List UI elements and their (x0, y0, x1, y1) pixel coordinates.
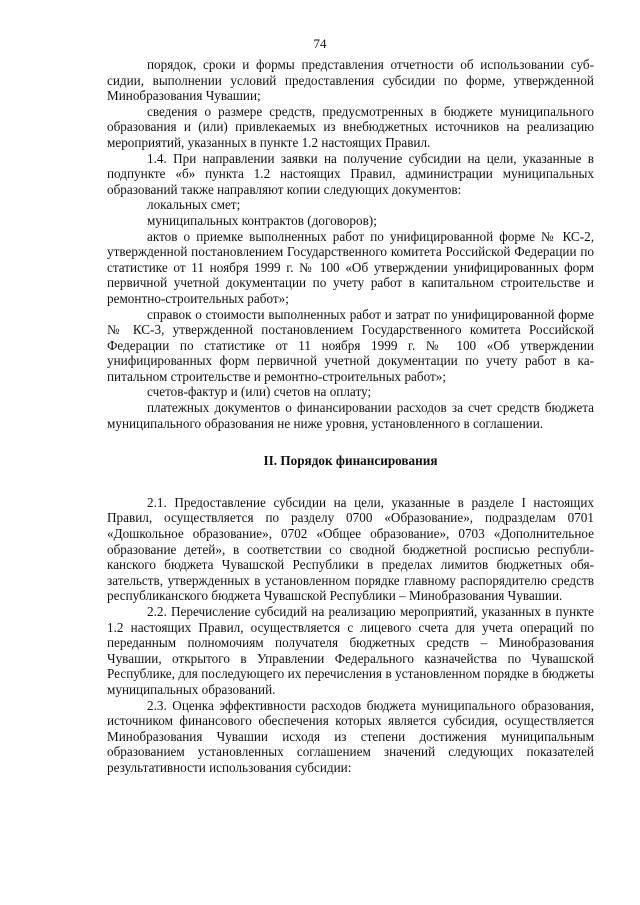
paragraph-ks2-acts: актов о приемке выполненных работ по унифицированной форме № КС-2, утвержденной постановлением Государственного комитета Российской Федерации по статистике от 11 ноября 1999 г. № 100 «Об утверждении унифицированных форм первичной учетной документации по учету работ в капитальном строительстве и ремонтно-строительных работ»; (107, 228, 594, 306)
section-heading: II. Порядок финансирования (263, 453, 438, 469)
page-number: 74 (313, 36, 327, 51)
paragraph-funds-info: сведения о размере средств, предусмотренных в бюджете муниципального образования и (или) привлекаемых из внебюджетных источников на реализацию мероприятий, указанных в пункте 1.2 настоящих Правил. (107, 103, 594, 150)
paragraph-municipal-contracts: муниципальных контрактов (договоров); (147, 212, 377, 228)
paragraph-payment-documents: платежных документов о финансировании расходов за счет средств бюджета муниципального образования не ниже уровня, установленного в соглашении. (107, 400, 594, 431)
paragraph-report-procedure: порядок, сроки и формы представления отчетности об использовании субсидии, выполнении условий предоставления субсидии по форме, утвержденной Минобразования Чувашии; (107, 57, 594, 104)
document-body (107, 57, 594, 776)
paragraph-2-3: 2.3. Оценка эффективности расходов бюджета муниципального образования, источником финансового обеспечения которых является субсидия, осуществляется Минобразования Чувашии исходя из степени достижения муниципальным образованием установленных соглашением значений следующих показателей результативности использования субсидии: (107, 697, 594, 775)
paragraph-invoices: счетов-фактур и (или) счетов на оплату; (147, 384, 372, 400)
paragraph-local-estimates: локальных смет; (147, 197, 241, 213)
paragraph-2-1: 2.1. Предоставление субсидии на цели, указанные в разделе I настоящих Правил, осуществляется по разделу 0700 «Образование», подразделам 0701 «Дошкольное образование», 0702 «Общее образование», 0703 «Дополнительное образование детей», в соответствии со сводной бюджетной росписью республиканского бюджета Чувашской Республики в пределах лимитов бюджетных обязательств, утвержденных в установленном порядке главному распорядителю средств республиканского бюджета Чувашской Республики – Минобразования Чувашии. (107, 494, 594, 604)
paragraph-2-2: 2.2. Перечисление субсидий на реализацию мероприятий, указанных в пункте 1.2 настоящих Правил, осуществляется с лицевого счета для учета операций по переданным полномочиям получателя бюджетных средств – Минобразования Чувашии, открытого в Управлении Федерального казначейства по Чувашской Республике, для последующего их перечисления в установленном порядке в бюджеты муниципальных образований. (107, 604, 594, 697)
paragraph-ks3-certificates: справок о стоимости выполненных работ и затрат по унифицированной форме № КС-3, утвержденной постановлением Государственного комитета Российской Федерации по статистике от 11 ноября 1999 г. № 100 «Об утверждении унифицированных форм первичной учетной документации по учету работ в капитальном строительстве и ремонтно-строительных работ»; (107, 306, 594, 384)
paragraph-1-4: 1.4. При направлении заявки на получение субсидии на цели, указанные в подпункте «б» пункта 1.2 настоящих Правил, администрации муниципальных образований также направляют копии следующих документов: (107, 150, 594, 197)
